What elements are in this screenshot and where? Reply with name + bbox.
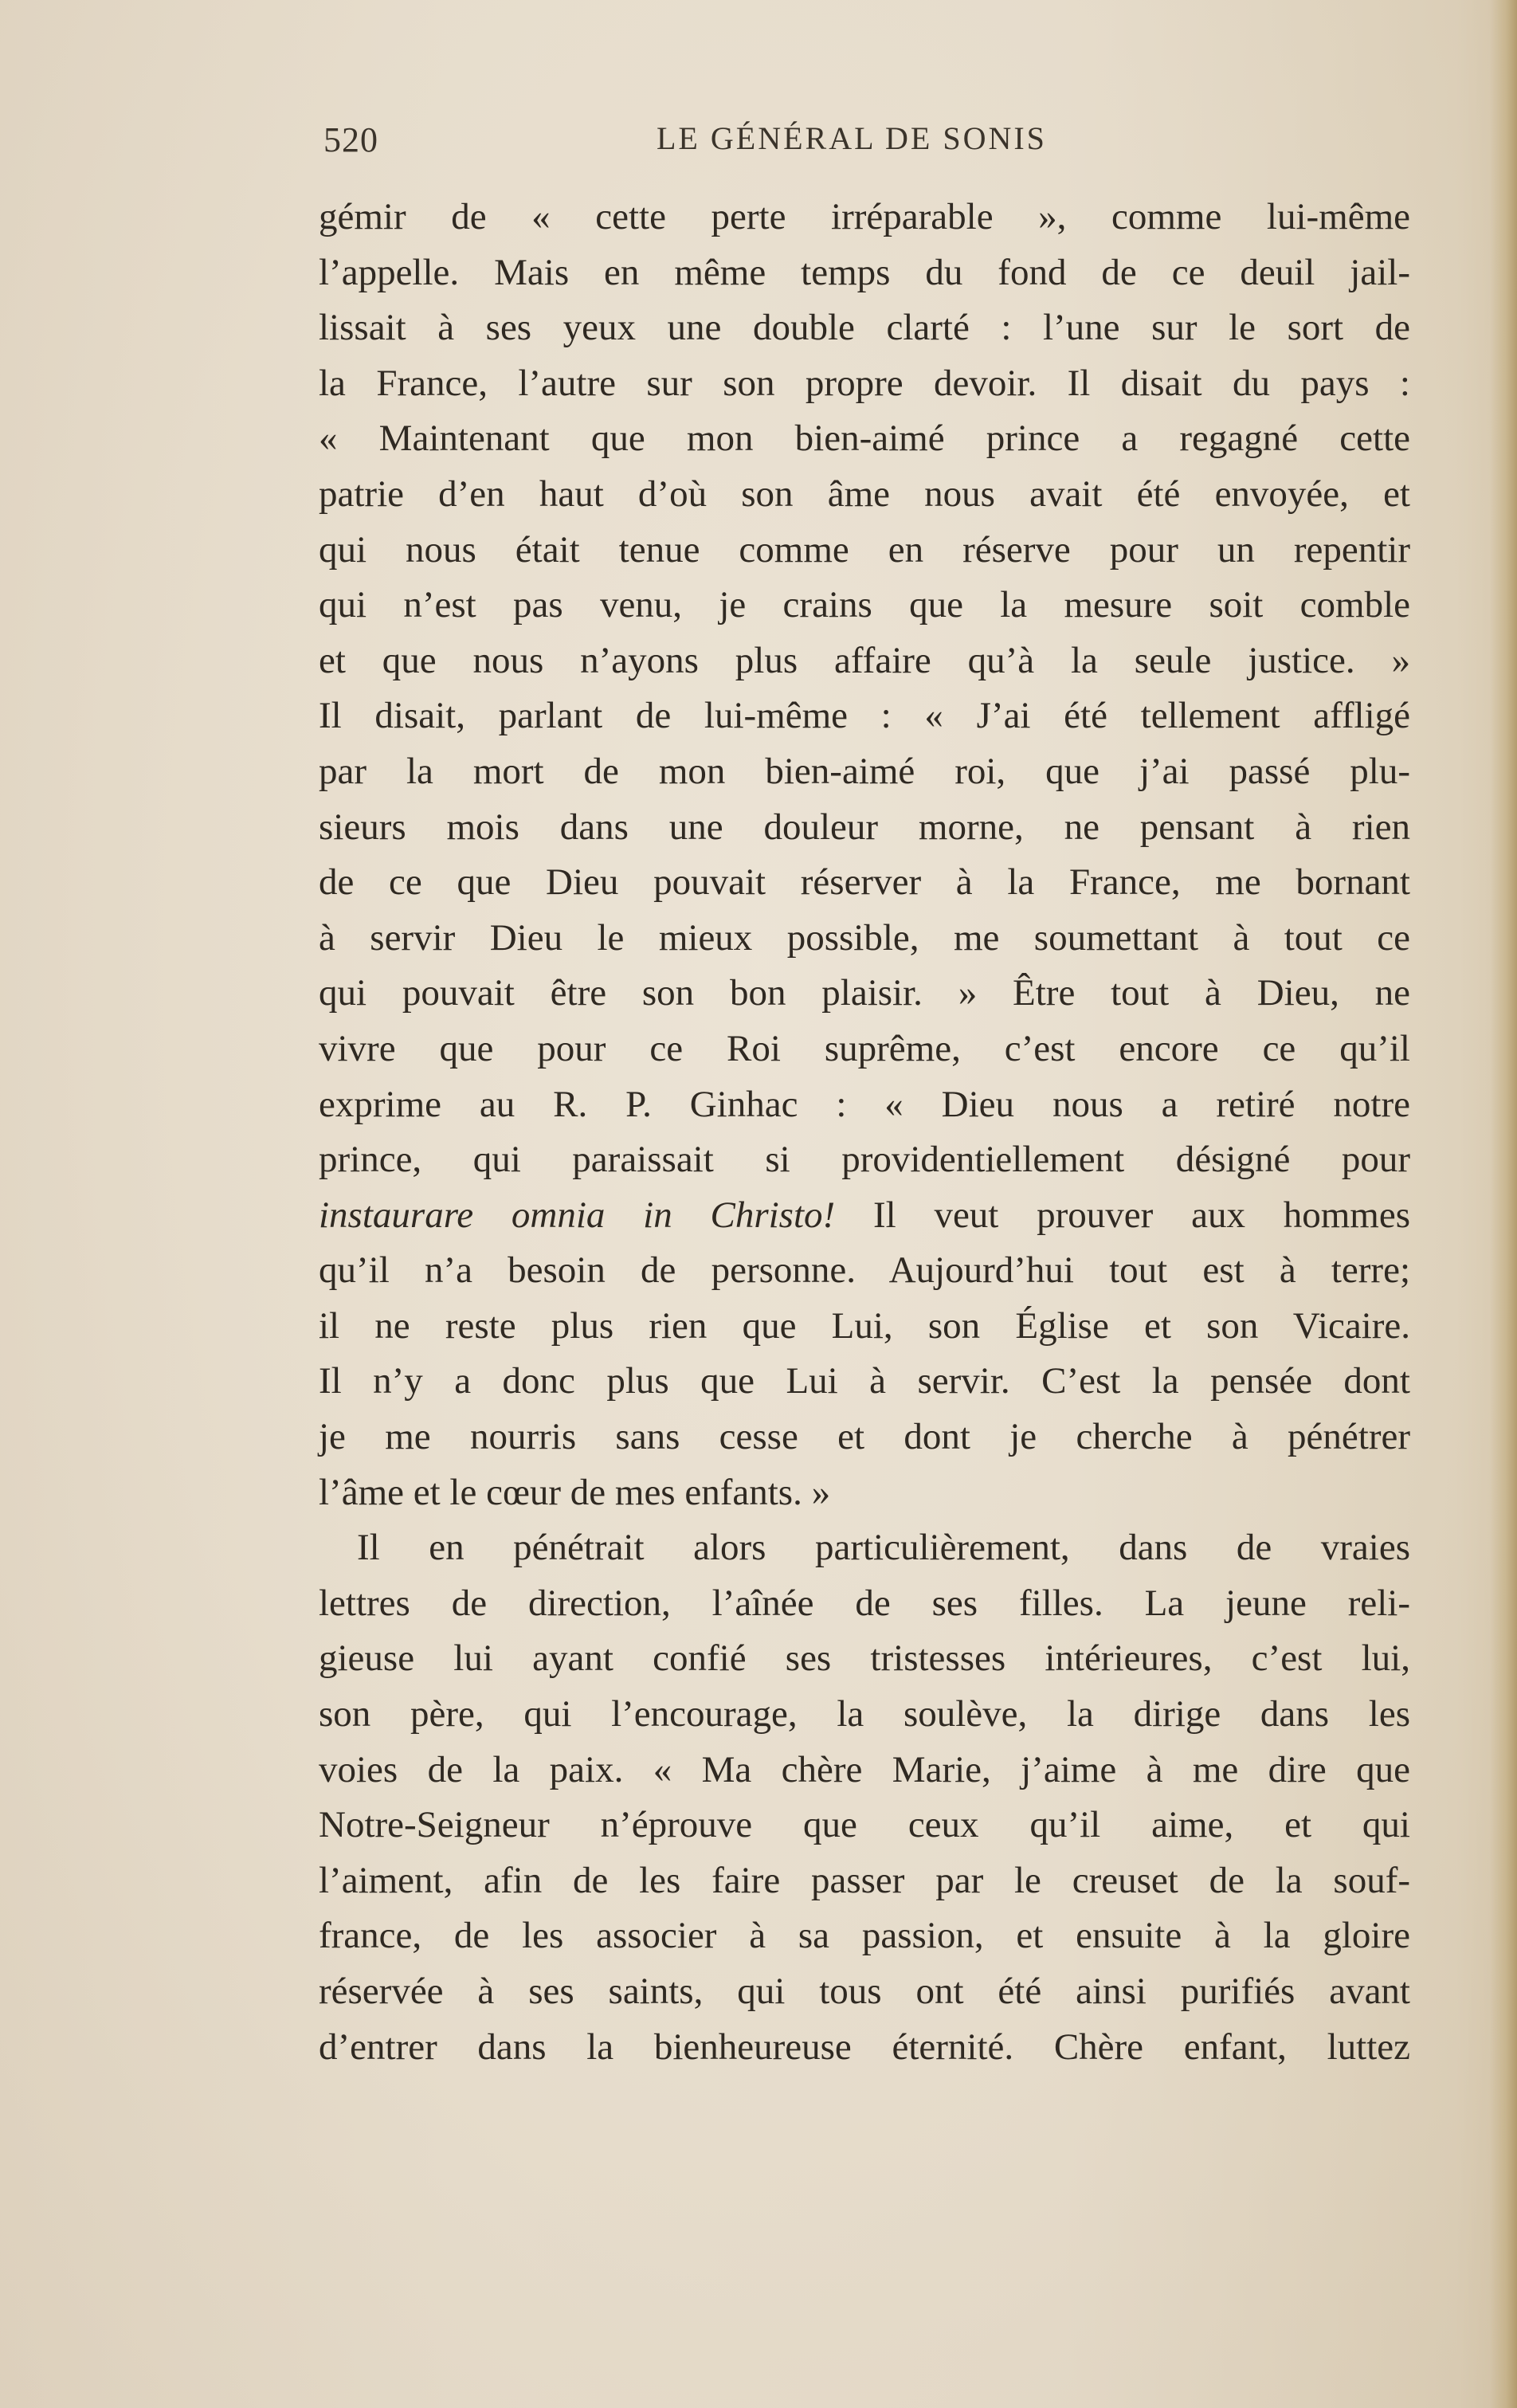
text-line: son père, qui l’encourage, la soulève, la dirige dans les (319, 1693, 1410, 1735)
text-line-italic (319, 1188, 1410, 1244)
text-line: réservée à ses saints, qui tous ont été ainsi purifiés avant (319, 1971, 1410, 2012)
text-line: Notre-Seigneur n’éprouve que ceux qu’il aime, et qui (319, 1804, 1410, 1846)
text-line: france, de les associer à sa passion, et ensuite à la gloire (319, 1915, 1410, 1957)
italic-latin-phrase: instaurare omnia in Christo! (319, 1194, 836, 1236)
text-line: qui n’est pas venu, je crains que la mesure soit comble (319, 584, 1410, 626)
text-line: l’aiment, afin de les faire passer par le creuset de la souf- (319, 1859, 1410, 1901)
text-line: patrie d’en haut d’où son âme nous avait été envoyée, et (319, 473, 1410, 515)
text-line: qu’il n’a besoin de personne. Aujourd’hui tout est à terre; (319, 1249, 1410, 1292)
text-line: à servir Dieu le mieux possible, me soumettant à tout ce (319, 916, 1410, 959)
page-number: 520 (323, 120, 378, 159)
text-line: la France, l’autre sur son propre devoir. Il disait du pays : (319, 362, 1410, 404)
text-line: et que nous n’ayons plus affaire qu’à la seule justice. » (319, 639, 1410, 681)
text-line: Il n’y a donc plus que Lui à servir. C’est la pensée dont (319, 1360, 1410, 1402)
body-text (319, 190, 1410, 2075)
text-line: vivre que pour ce Roi suprême, c’est encore ce qu’il (319, 1027, 1410, 1069)
text-line: il ne reste plus rien que Lui, son Église et son Vicaire. (319, 1304, 1410, 1347)
text-line: exprime au R. P. Ginhac : « Dieu nous a retiré notre (319, 1083, 1410, 1125)
text-line: gieuse lui ayant confié ses tristesses intérieures, c’est lui, (319, 1637, 1410, 1680)
text-line: je me nourris sans cesse et dont je cherche à pénétrer (319, 1416, 1410, 1458)
page-edge-shadow (1490, 0, 1517, 2408)
text-line: l’âme et le cœur de mes enfants. » (319, 1471, 831, 1513)
paragraph-start: Il en pénétrait alors particulièrement, dans de vraies (357, 1527, 1410, 1569)
running-header (320, 120, 1420, 175)
text-line: « Maintenant que mon bien-aimé prince a regagné cette (319, 418, 1410, 460)
text-line: qui pouvait être son bon plaisir. » Être tout à Dieu, ne (319, 972, 1410, 1014)
text-line: sieurs mois dans une douleur morne, ne pensant à rien (319, 806, 1410, 848)
text-line: l’appelle. Mais en même temps du fond de ce deuil jail- (319, 251, 1410, 293)
text-line: lissait à ses yeux une double clarté : l’une sur le sort de (319, 307, 1410, 349)
italic-line-rest: Il veut prouver aux hommes (835, 1194, 1410, 1236)
text-line: prince, qui paraissait si providentiellement désigné pour (319, 1139, 1410, 1181)
text-line: voies de la paix. « Ma chère Marie, j’aime à me dire que (319, 1748, 1410, 1790)
text-line: qui nous était tenue comme en réserve pour un repentir (319, 528, 1410, 571)
text-line: d’entrer dans la bienheureuse éternité. Chère enfant, luttez (319, 2026, 1410, 2068)
text-line: gémir de « cette perte irréparable », comme lui-même (319, 196, 1410, 237)
text-line: de ce que Dieu pouvait réserver à la France, me bornant (319, 861, 1410, 904)
text-line: Il disait, parlant de lui-même : « J’ai été tellement affligé (319, 695, 1410, 737)
text-line: lettres de direction, l’aînée de ses filles. La jeune reli- (319, 1582, 1410, 1624)
running-title: LE GÉNÉRAL DE SONIS (657, 120, 1047, 156)
text-line: par la mort de mon bien-aimé roi, que j’ai passé plu- (319, 750, 1410, 792)
